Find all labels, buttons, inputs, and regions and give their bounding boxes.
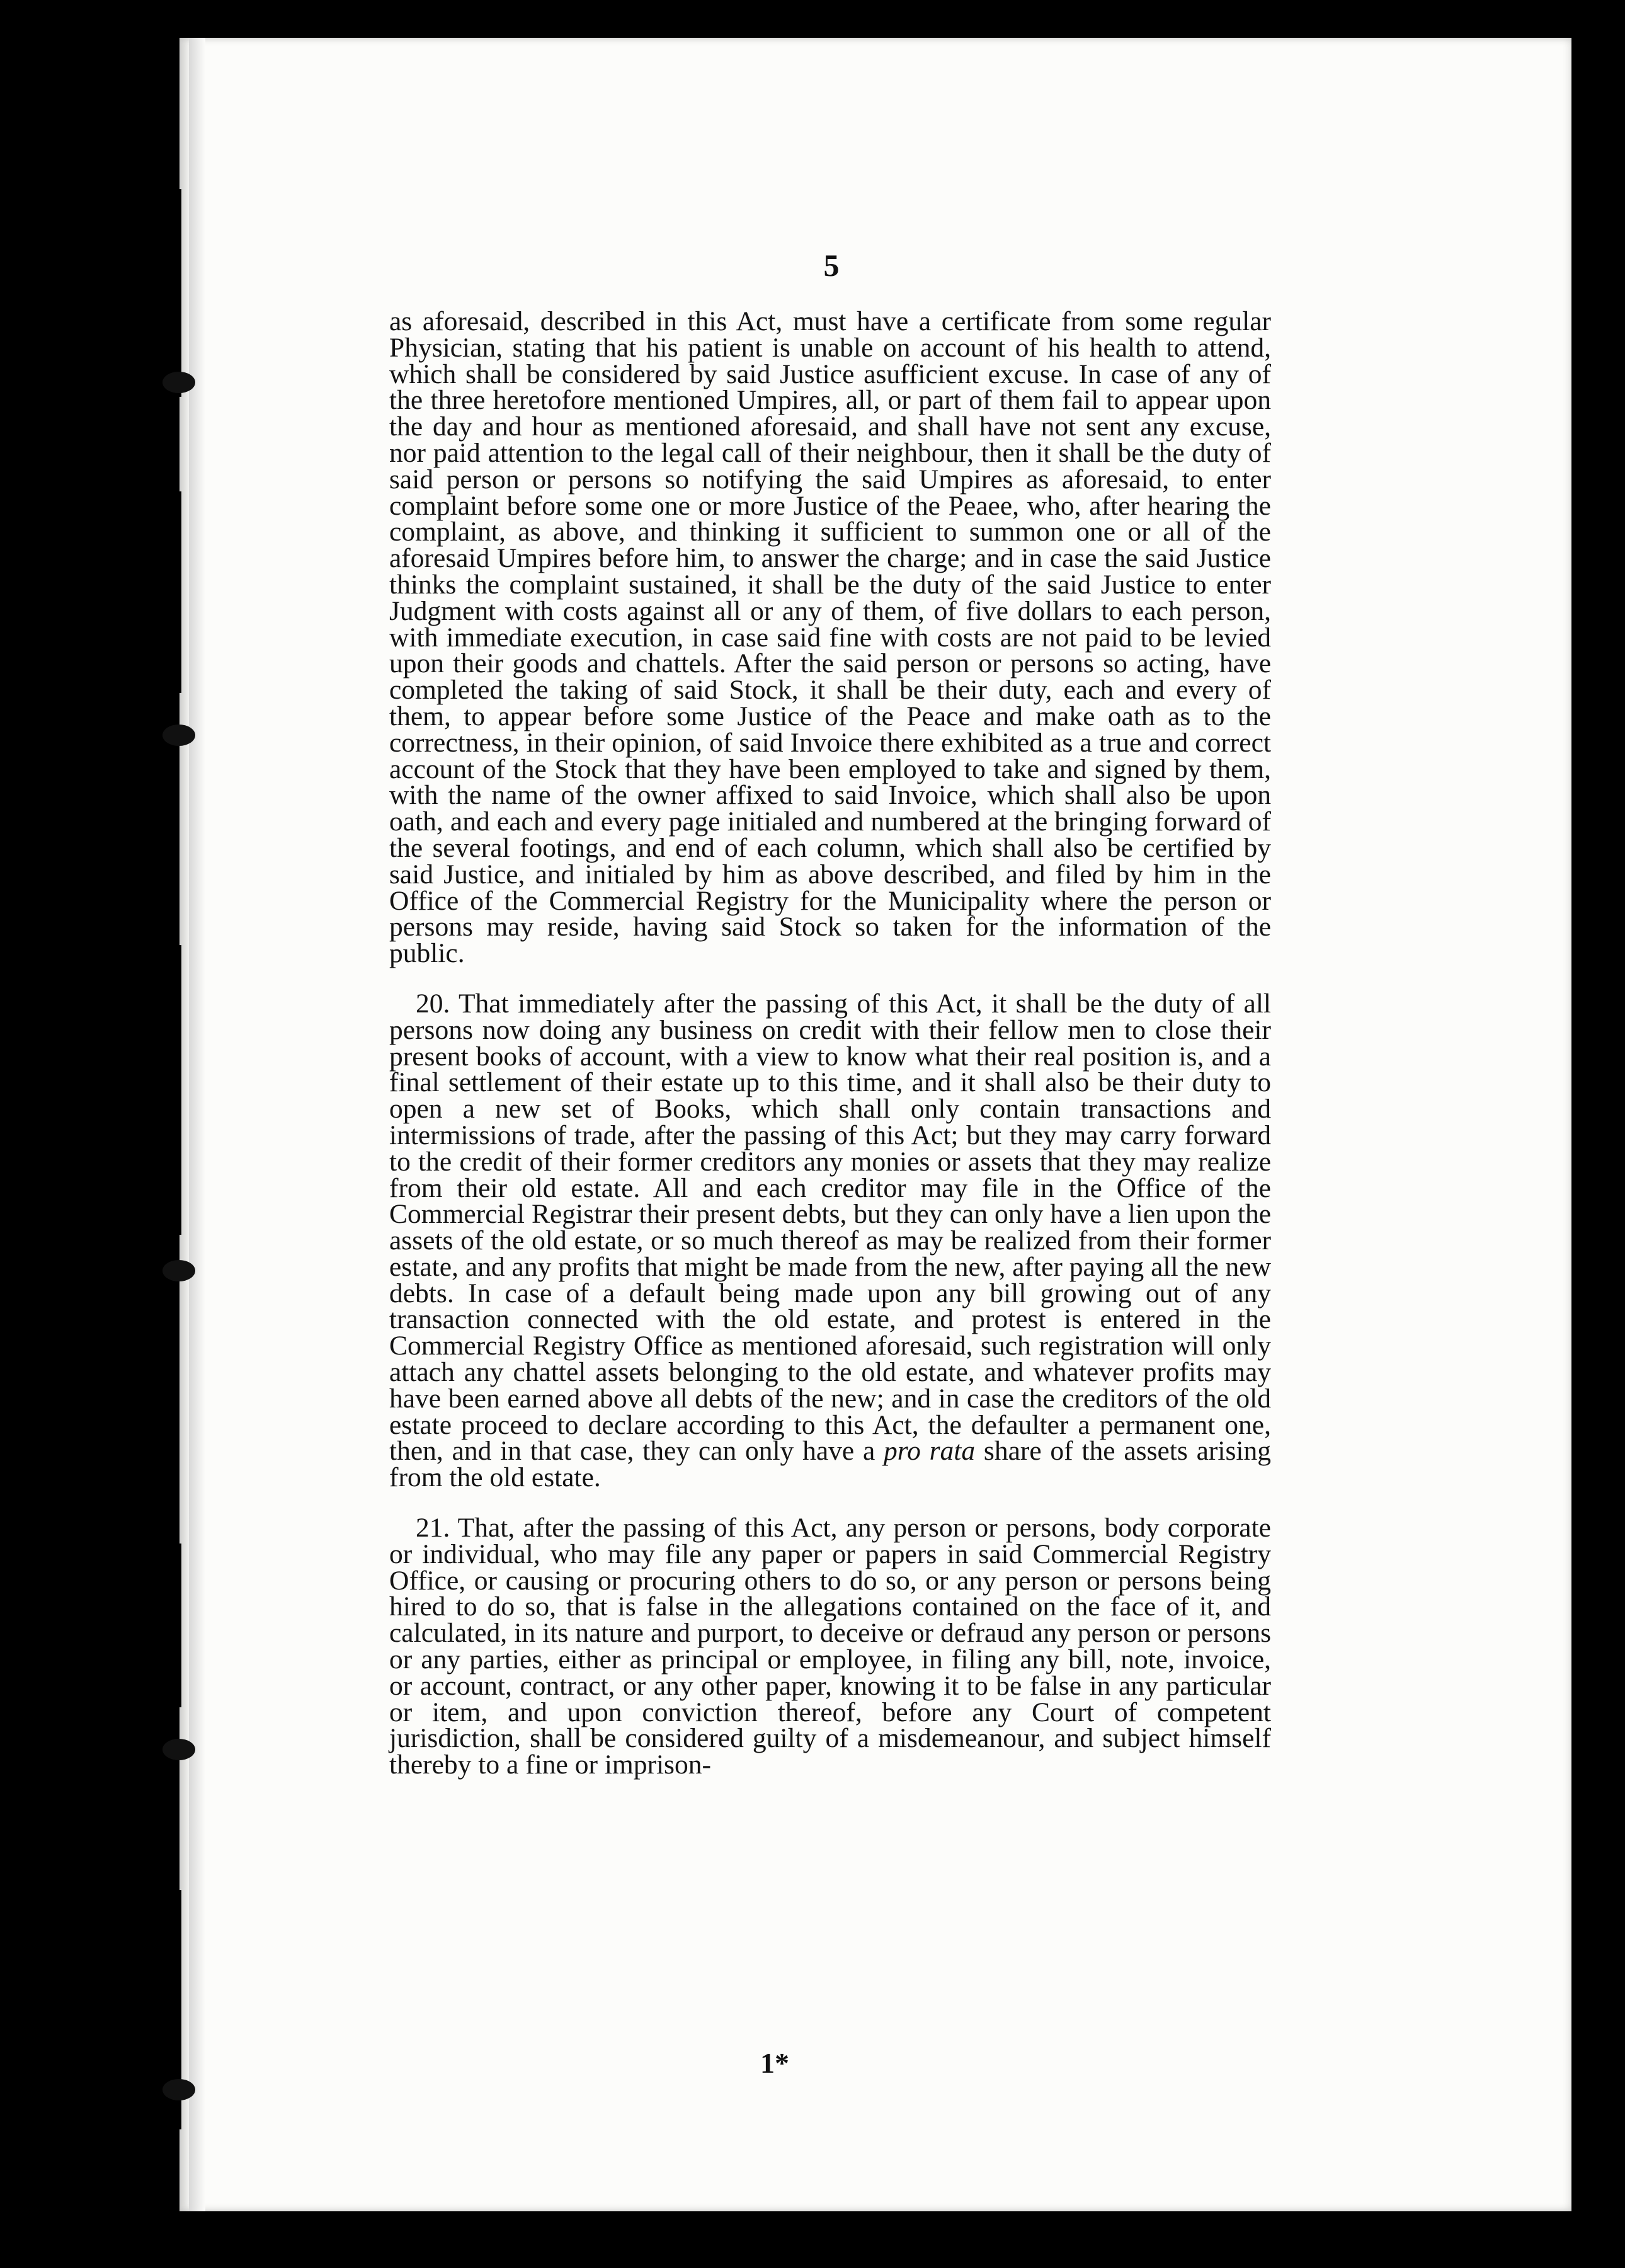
section-20-text-end: share of the assets arising from the old estate. — [389, 1436, 1271, 1493]
section-20-text: 20. That immediately after the passing of this Act, it shall be the duty of all persons now doing any business on credit with their fellow men to close their present books of account, with a view to know what their real position is, and a final settlement of their estate up to this time, and it shall also be their duty to open a new set of Books, which shall only contain transactions and intermissions of trade, after the passing of this Act; but they may carry forward to the credit of their former creditors any monies or assets that they may realize from their old estate. All and each creditor may file in the Office of the Commercial Registrar their present debts, but they can only have a lien upon the assets of the old estate, or so much thereof as may be realized from their former estate, and any profits that might be made from the new, after paying all the new debts. In case of a default being made upon any bill growing out of any transaction connected with the old estate, and protest is entered in the Commercial Registry Office as mentioned aforesaid, such registration will only attach any chattel assets belonging to the old estate, and whatever profits may have been earned above all debts of the new; and in case the creditors of the old estate proceed to declare according to this Act, the defaulter a permanent one, then, and in that case, they can only have a — [389, 988, 1271, 1467]
section-20-paragraph — [389, 988, 1271, 1493]
page-number: 5 — [823, 248, 840, 283]
binding-thread — [174, 945, 181, 1235]
binding-stitch — [162, 1739, 195, 1760]
binding-stitch — [162, 372, 195, 393]
page-gutter-shadow — [189, 38, 205, 2211]
binding-stitch — [162, 2079, 195, 2100]
continued-paragraph: as aforesaid, described in this Act, must have a certificate from some regular Physician, stating that his patient is unable on account of his health to attend, which shall be considered by said Justice asufficient excuse. In case of any of the three heretofore mentioned Umpires, all, or part of them fail to appear upon the day and hour as mentioned aforesaid, and shall have not sent any excuse, nor paid attention to the legal call of their neighbour, then it shall be the duty of said person or persons so notifying the said Umpires as aforesaid, to enter complaint before some one or more Justice of the Peaee, who, after hearing the complaint, as above, and thinking it sufficient to summon one or all of the aforesaid Umpires before him, to answer the charge; and in case the said Justice thinks the complaint sustained, it shall be the duty of the said Justice to enter Judgment with costs against all or any of them, of five dollars to each person, with immediate execution, in case said fine with costs are not paid to be levied upon their goods and chattels. After the said person or persons so acting, have completed the taking of said Stock, it shall be their duty, each and every of them, to appear before some Justice of the Peace and make oath as to the correctness, in their opinion, of said Invoice there exhibited as a true and correct account of the Stock that they have been employed to take and signed by them, with the name of the owner affixed to said Invoice, which shall also be upon oath, and each and every page initialed and numbered at the bringing forward of the several footings, and end of each column, which shall also be certified by said Justice, and initialed by him as above described, and filed by him in the Office of the Commercial Registry for the Municipality where the person or persons may reside, having said Stock so taken for the information of the public. — [389, 306, 1271, 969]
section-21-paragraph: 21. That, after the passing of this Act, any person or persons, body corporate or individual, who may file any paper or papers in said Commercial Registry Office, or causing or procuring others to do so, or any person or persons being hired to do so, that is false in the allegations contained on the face of it, and calculated, in its nature and purport, to deceive or defraud any person or persons or any parties, either as principal or employee, in filing any bill, note, invoice, or account, contract, or any other paper, knowing it to be false in any particular or item, and upon conviction thereof, before any Court of competent jurisdiction, shall be considered guilty of a misdemeanour, and subject himself thereby to a fine or imprison- — [389, 1513, 1271, 1780]
binding-thread — [174, 491, 181, 693]
signature-mark: 1* — [760, 2047, 789, 2079]
binding-thread — [174, 189, 181, 397]
body-text — [389, 306, 1271, 1780]
binding-stitch — [162, 1260, 195, 1281]
binding-thread — [174, 1544, 181, 1707]
binding-stitch — [162, 724, 195, 746]
italic-phrase: pro rata — [884, 1436, 976, 1467]
binding-edge — [0, 0, 76, 2268]
